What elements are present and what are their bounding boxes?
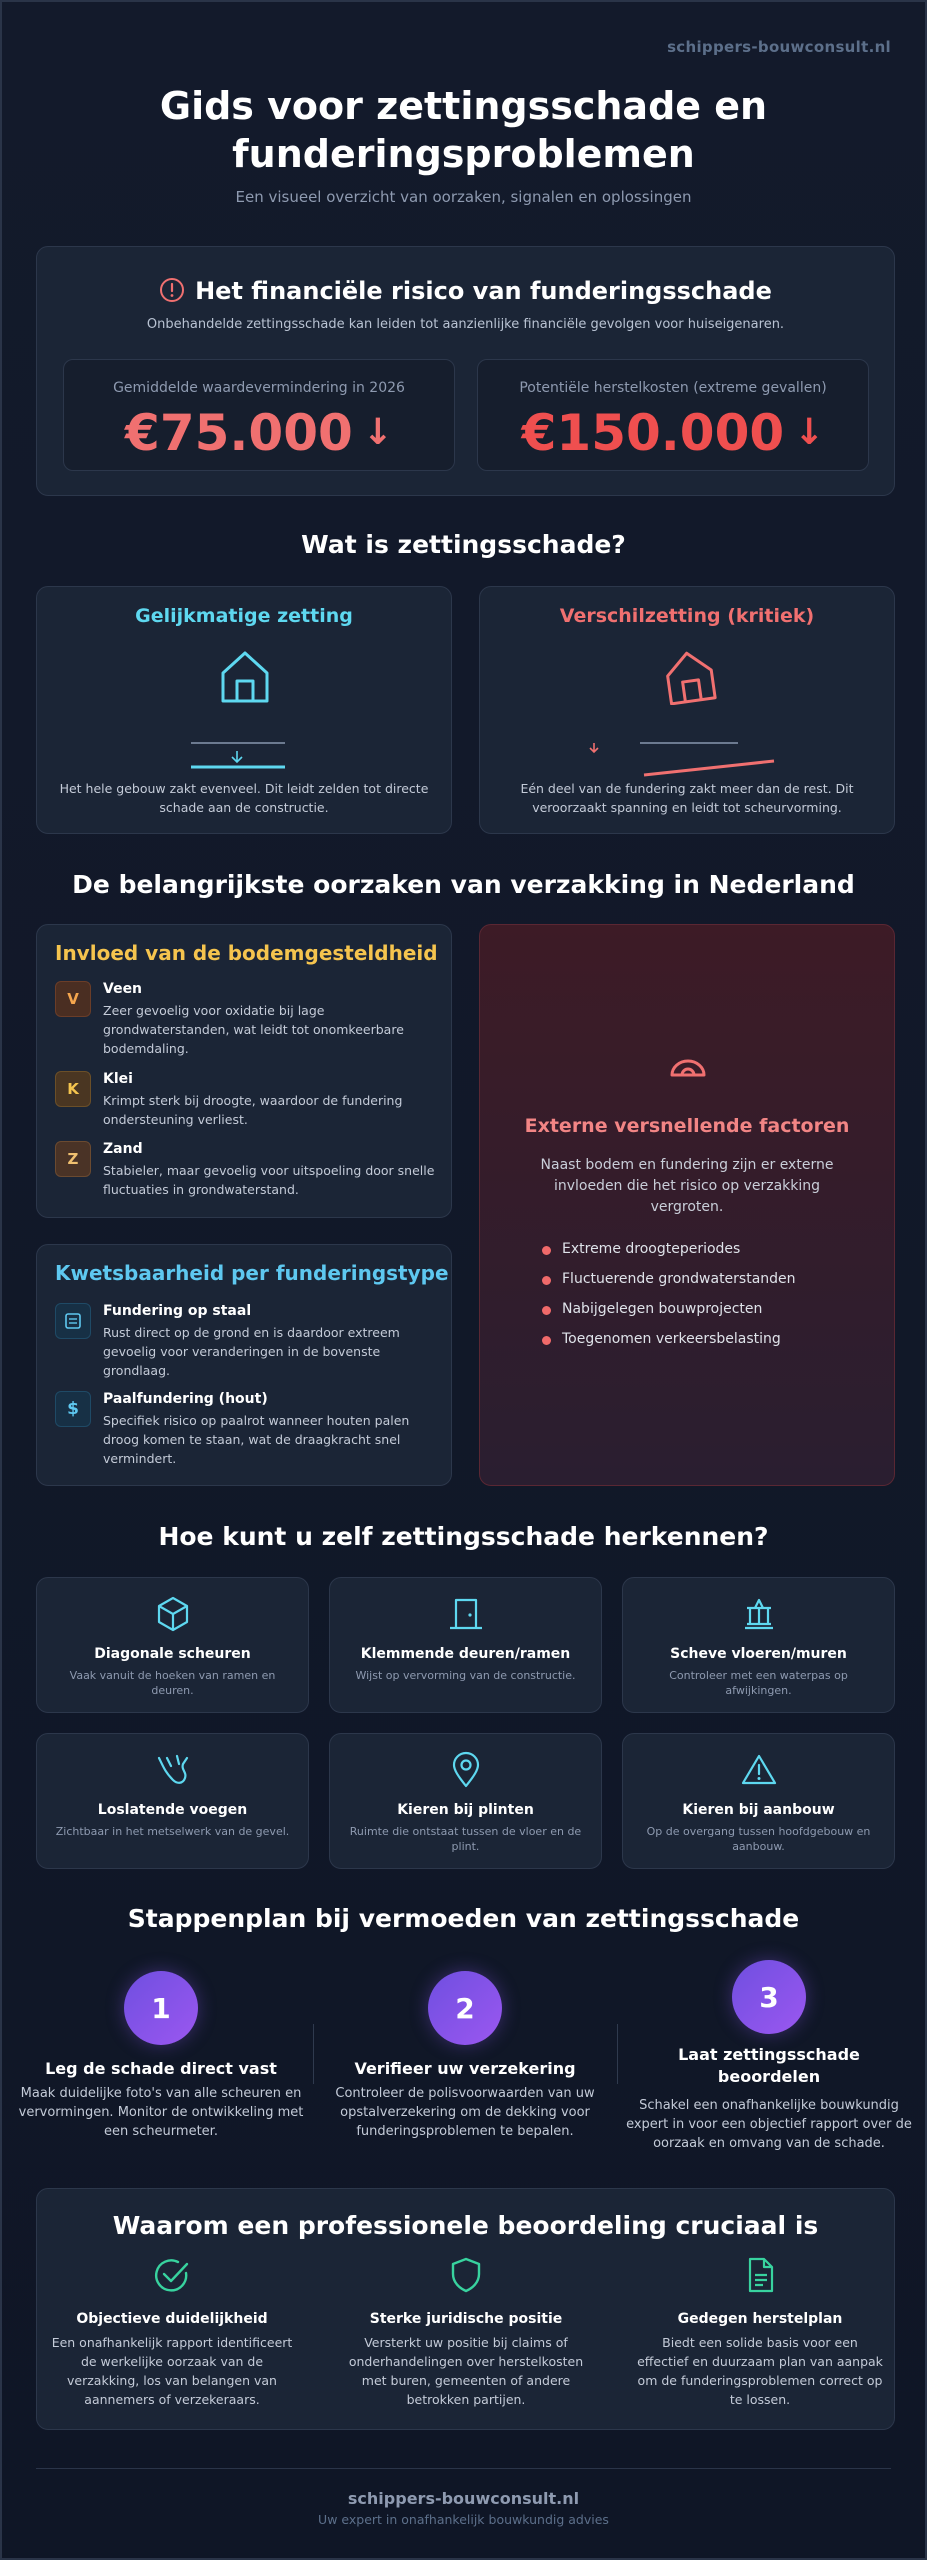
- foundation-title: Kwetsbaarheid per funderingstype: [55, 1261, 449, 1285]
- soil-card: [36, 924, 452, 1218]
- page-subtitle: Een visueel overzicht van oorzaken, signalen en oplossingen: [235, 188, 692, 206]
- shield-icon: [446, 2255, 486, 2295]
- dollar-icon: $: [55, 1391, 91, 1427]
- item-text: Stabieler, maar gevoelig voor uitspoeling door snelle fluctuaties in grondwaterstand.: [103, 1163, 435, 1197]
- brand-top[interactable]: schippers-bouwconsult.nl: [667, 38, 891, 56]
- item-title: Paalfundering (hout): [103, 1391, 268, 1407]
- card-title: Gelijkmatige zetting: [135, 605, 353, 627]
- section-heading-signs: Hoe kunt u zelf zettingsschade herkennen?: [158, 1522, 769, 1551]
- title-line-1: Gids voor zettingsschade en: [159, 84, 768, 128]
- card-uniform-settlement: [36, 586, 452, 834]
- external-item: Toegenomen verkeersbelasting: [562, 1331, 781, 1347]
- step-divider: [617, 2024, 618, 2084]
- sign-title: Loslatende voegen: [97, 1802, 248, 1818]
- umbrella-icon: [668, 1053, 708, 1085]
- stat-value: [64, 404, 454, 462]
- external-factors-card: [479, 924, 895, 1486]
- sign-card-diagonal-cracks: [36, 1577, 309, 1713]
- sign-text: Ruimte die ontstaat tussen de vloer en de plint.: [349, 1825, 582, 1853]
- joint-icon: [153, 1750, 193, 1790]
- sign-card-tilted-floors: [622, 1577, 895, 1713]
- sign-text: Wijst op vervorming van de constructie.: [355, 1669, 576, 1682]
- card-differential-settlement: [479, 586, 895, 834]
- external-title: Externe versnellende factoren: [524, 1115, 850, 1137]
- sign-title: Diagonale scheuren: [94, 1646, 251, 1662]
- card-title: Verschilzetting (kritiek): [559, 605, 815, 627]
- stat-value-loss: [63, 359, 455, 471]
- sign-card-extension-gaps: [622, 1733, 895, 1869]
- sign-title: Klemmende deuren/ramen: [360, 1646, 571, 1662]
- step-title: Leg de schade direct vast: [45, 2059, 277, 2078]
- alert-icon: [739, 1750, 779, 1790]
- item-title: Veen: [103, 981, 143, 997]
- stat-value: [478, 404, 868, 462]
- step-text: Maak duidelijke foto's van alle scheuren en vervormingen. Monitor de ontwikkeling met een scheurmeter.: [18, 2086, 304, 2139]
- warning-icon: [159, 277, 185, 303]
- sign-title: Kieren bij aanbouw: [682, 1802, 835, 1818]
- step-number: 3: [732, 1960, 806, 2034]
- card-text: Eén deel van de fundering zakt meer dan de rest. Dit veroorzaakt spanning en leidt tot scheurvorming.: [520, 781, 854, 815]
- footer-brand[interactable]: schippers-bouwconsult.nl: [347, 2489, 580, 2508]
- differential-settlement-diagram: [584, 735, 784, 779]
- badge-z: Z: [55, 1141, 91, 1177]
- title-line-2: funderingsproblemen: [232, 132, 695, 176]
- sign-text: Zichtbaar in het metselwerk van de gevel.: [55, 1825, 290, 1838]
- item-title: Klei: [103, 1071, 133, 1087]
- why-item-text: Een onafhankelijk rapport identificeert de werkelijke oorzaak van de verzakking, los van belangen van aannemers of verzekeraars.: [51, 2335, 293, 2407]
- step-title: Verifieer uw verzekering: [354, 2059, 576, 2078]
- external-item: Fluctuerende grondwaterstanden: [562, 1271, 796, 1287]
- document-icon: [740, 2255, 780, 2295]
- step-number: 1: [124, 1971, 198, 2045]
- sign-text: Op de overgang tussen hoofdgebouw en aanbouw.: [646, 1825, 871, 1853]
- external-item: Extreme droogteperiodes: [562, 1241, 741, 1257]
- tilted-house-icon: [660, 647, 720, 705]
- external-item: Nabijgelegen bouwprojecten: [562, 1301, 763, 1317]
- section-heading-causes: De belangrijkste oorzaken van verzakking in Nederland: [72, 870, 855, 899]
- stat-repair-cost: [477, 359, 869, 471]
- risk-title-row: [37, 277, 894, 305]
- item-title: Fundering op staal: [103, 1303, 252, 1319]
- external-text: Naast bodem en fundering zijn er externe invloeden die het risico op verzakking vergroten.: [540, 1157, 834, 1215]
- arrow-down-icon: ↓: [794, 412, 825, 453]
- why-item-title: Objectieve duidelijkheid: [76, 2311, 268, 2327]
- card-text: Het hele gebouw zakt evenveel. Dit leidt zelden tot directe schade aan de constructie.: [59, 781, 429, 815]
- risk-title: Het financiële risico van funderingsschade: [195, 277, 772, 305]
- list-icon: [55, 1303, 91, 1339]
- item-title: Zand: [103, 1141, 143, 1157]
- page-title: [2, 82, 925, 178]
- sign-title: Scheve vloeren/muren: [670, 1646, 847, 1662]
- step-text: Schakel een onafhankelijke bouwkundig expert in voor een objectief rapport over de oorzaak en omvang van de schade.: [626, 2098, 912, 2151]
- building-icon: [739, 1594, 779, 1634]
- stat-label: Potentiële herstelkosten (extreme gevallen): [519, 380, 827, 396]
- stat-amount: €150.000: [521, 404, 785, 462]
- arrow-down-icon: ↓: [362, 412, 393, 453]
- step-text: Controleer de polisvoorwaarden van uw opstalverzekering om de dekking voor funderingsproblemen te bepalen.: [335, 2086, 595, 2139]
- cube-icon: [153, 1594, 193, 1634]
- sign-card-loose-joints: [36, 1733, 309, 1869]
- house-icon: [217, 647, 273, 705]
- item-text: Zeer gevoelig voor oxidatie bij lage grondwaterstanden, wat leidt tot onomkeerbare bodemdaling.: [103, 1003, 404, 1056]
- section-heading-steps: Stappenplan bij vermoeden van zettingsschade: [127, 1904, 800, 1933]
- section-heading-zetting: Wat is zettingsschade?: [301, 530, 626, 559]
- why-item-text: Versterkt uw positie bij claims of onderhandelingen over herstelkosten met buren, gemeenten of andere betrokken partijen.: [348, 2335, 584, 2407]
- risk-card: [36, 246, 895, 496]
- check-icon: [152, 2255, 192, 2295]
- risk-subtitle: Onbehandelde zettingsschade kan leiden tot aanzienlijke financiële gevolgen voor huiseigenaren.: [146, 317, 785, 332]
- stat-label: Gemiddelde waardevermindering in 2026: [113, 380, 405, 396]
- sign-text: Controleer met een waterpas op afwijkingen.: [669, 1669, 848, 1697]
- why-item-title: Sterke juridische positie: [369, 2311, 563, 2327]
- why-item-text: Biedt een solide basis voor een effectief en duurzaam plan van aanpak om de funderingsproblemen correct op te lossen.: [637, 2335, 883, 2407]
- step-title: Laat zettingsschade beoordelen: [678, 2045, 860, 2086]
- soil-title: Invloed van de bodemgesteldheid: [55, 941, 438, 965]
- badge-k: K: [55, 1071, 91, 1107]
- sign-title: Kieren bij plinten: [397, 1802, 534, 1818]
- uniform-settlement-diagram: [187, 737, 303, 777]
- step-number: 2: [428, 1971, 502, 2045]
- sign-card-skirting-gaps: [329, 1733, 602, 1869]
- door-icon: [446, 1594, 486, 1634]
- foundation-card: [36, 1244, 452, 1486]
- sign-card-sticking-doors: [329, 1577, 602, 1713]
- item-text: Specifiek risico op paalrot wanneer houten palen droog komen te staan, wat de draagkracht snel vermindert.: [103, 1413, 410, 1466]
- step-divider: [313, 2024, 314, 2084]
- footer-divider: [36, 2468, 891, 2469]
- why-item-title: Gedegen herstelplan: [677, 2311, 843, 2327]
- item-text: Rust direct op de grond en is daardoor extreem gevoelig voor veranderingen in de bovenste grondlaag.: [103, 1325, 400, 1378]
- item-text: Krimpt sterk bij droogte, waardoor de fundering ondersteuning verliest.: [103, 1093, 403, 1127]
- badge-v: V: [55, 981, 91, 1017]
- stat-amount: €75.000: [125, 404, 353, 462]
- footer-tagline: Uw expert in onafhankelijk bouwkundig advies: [318, 2512, 609, 2527]
- sign-text: Vaak vanuit de hoeken van ramen en deuren.: [69, 1669, 276, 1697]
- why-title: Waarom een professionele beoordeling cruciaal is: [112, 2211, 819, 2240]
- why-card: [36, 2188, 895, 2430]
- pin-icon: [446, 1750, 486, 1790]
